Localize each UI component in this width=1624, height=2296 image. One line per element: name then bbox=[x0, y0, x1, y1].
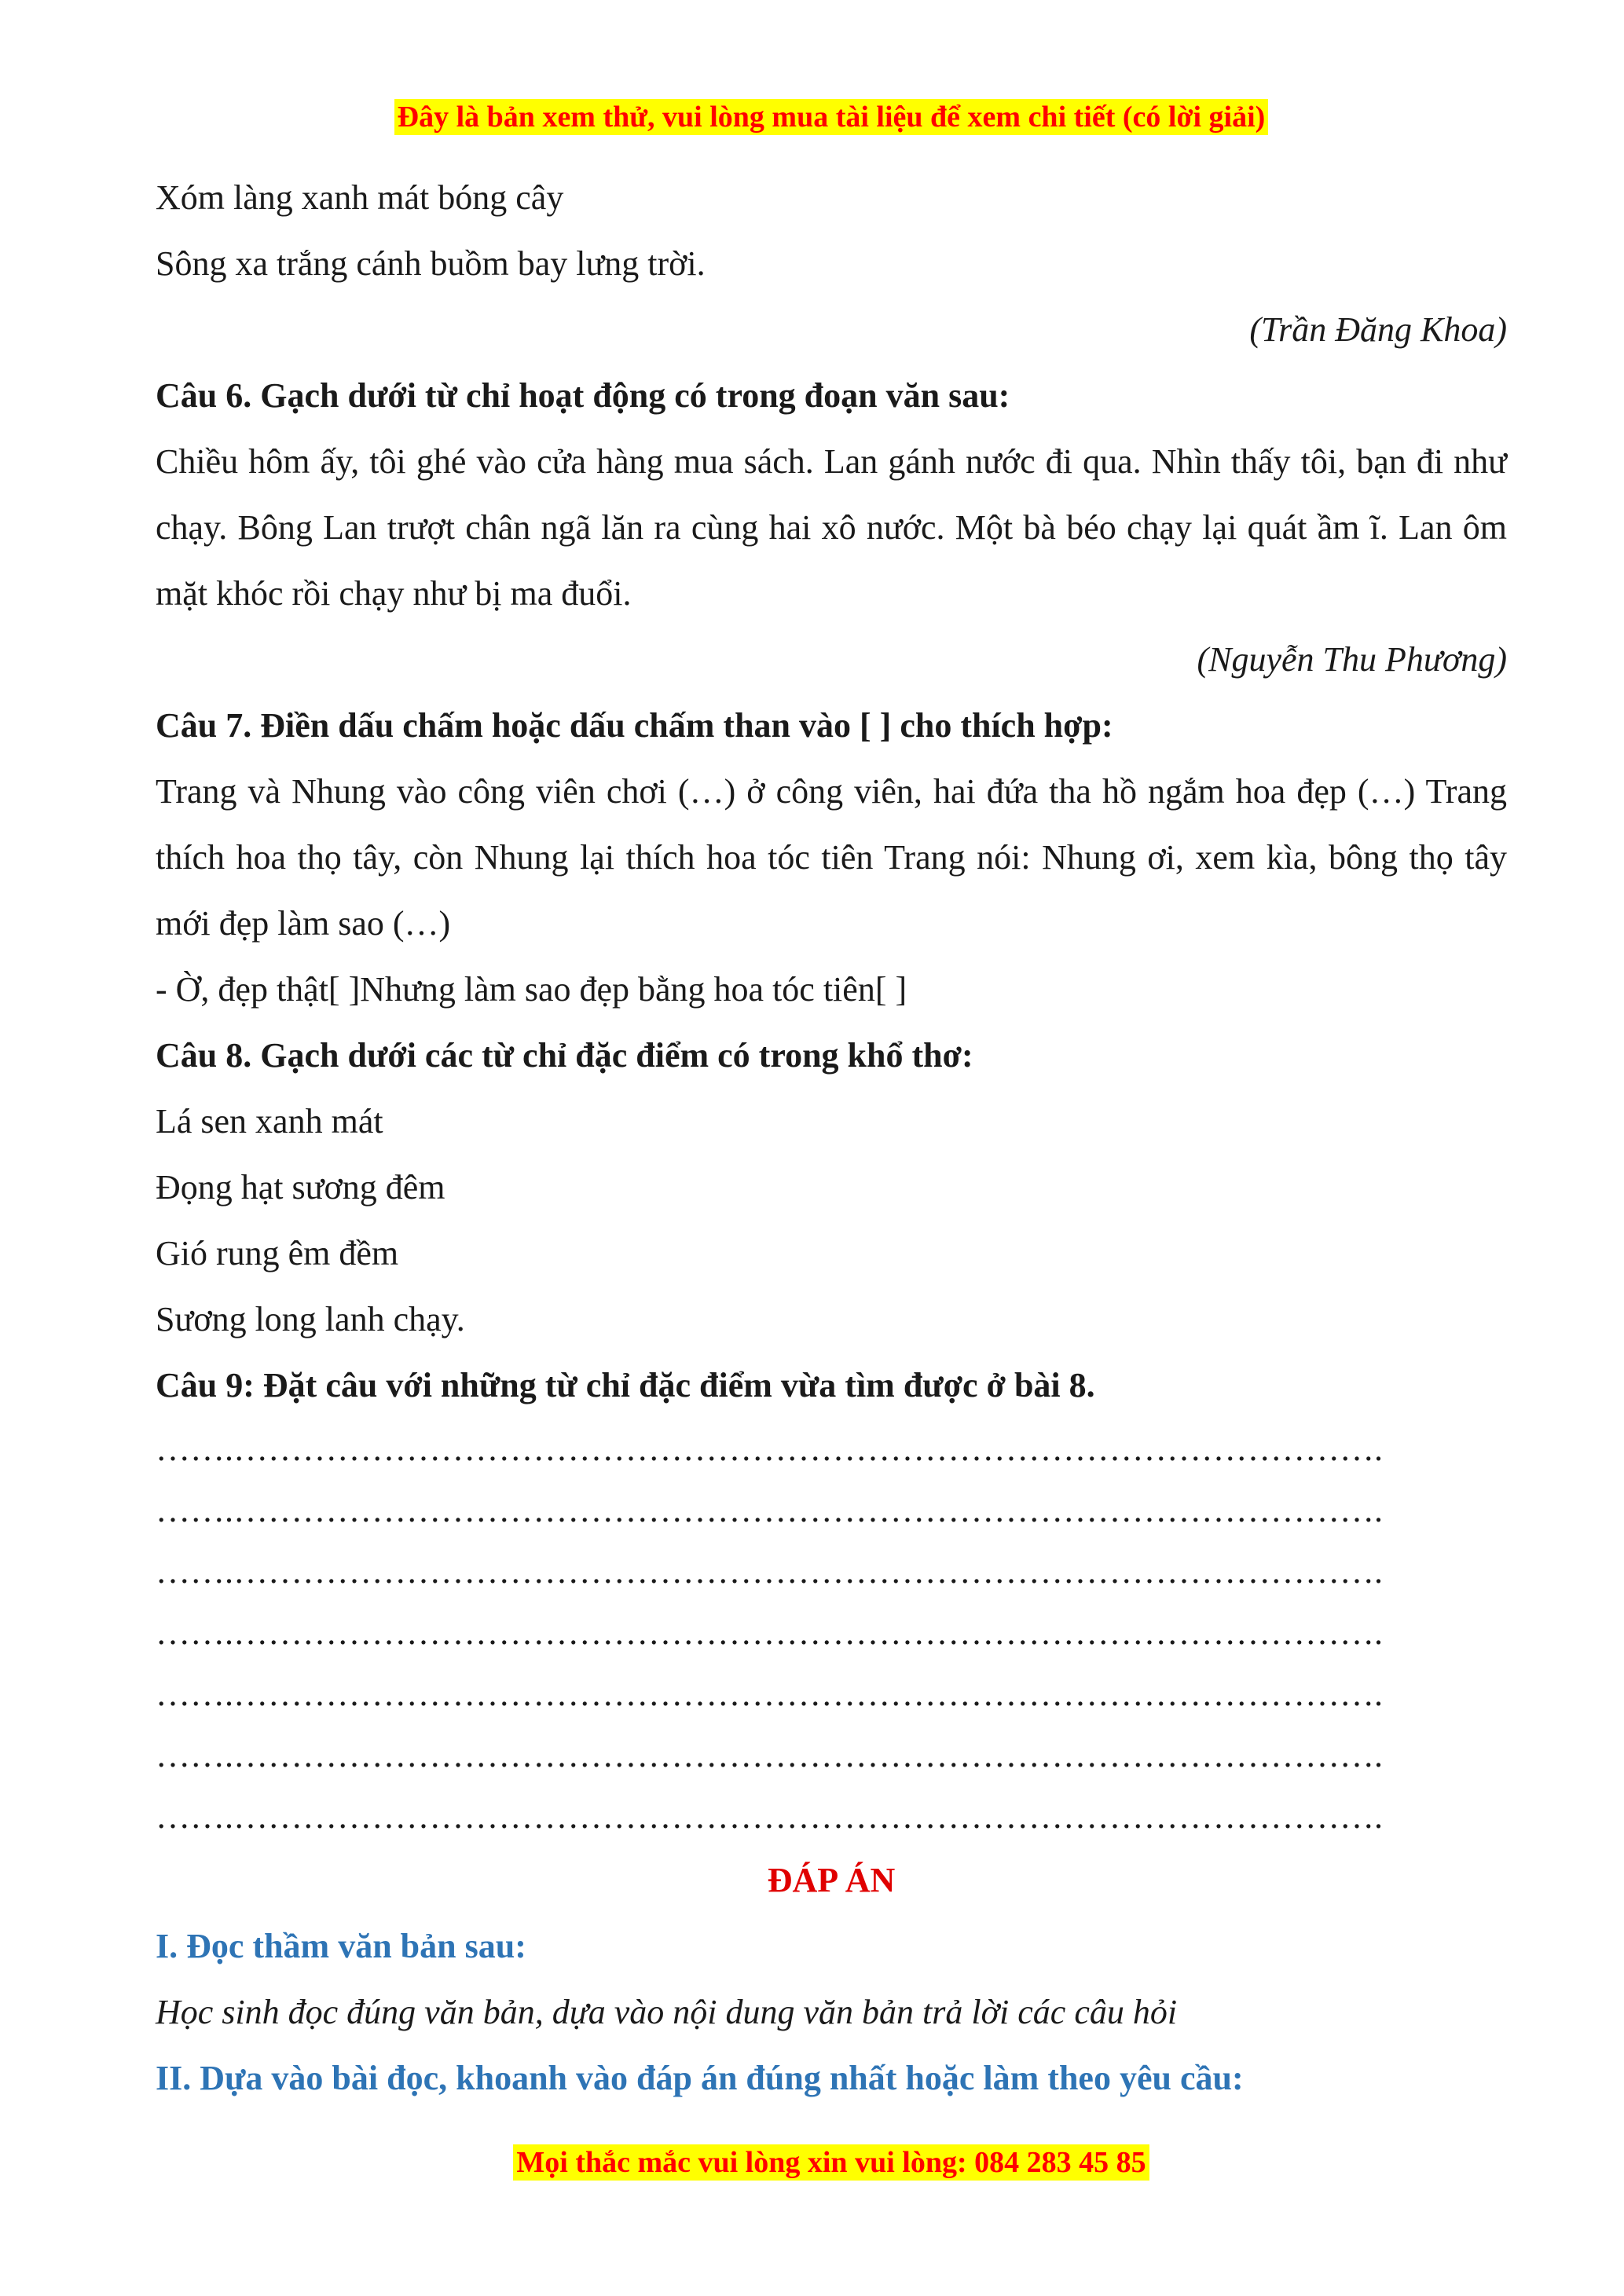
poem-line: Sông xa trắng cánh buồm bay lưng trời. bbox=[156, 244, 706, 283]
answer-blank-line: …….………………………………………………………………………………………. bbox=[156, 1675, 1383, 1713]
answer-section-2-heading: II. Dựa vào bài đọc, khoanh vào đáp án đúng nhất hoặc làm theo yêu cầu: bbox=[156, 2059, 1244, 2097]
answer-blank-line: …….………………………………………………………………………………………. bbox=[156, 1736, 1383, 1774]
answer-key-title: ĐÁP ÁN bbox=[767, 1861, 896, 1899]
document-content bbox=[156, 165, 1507, 2111]
question-6-passage: Chiều hôm ấy, tôi ghé vào cửa hàng mua sách. Lan gánh nước đi qua. Nhìn thấy tôi, bạn đi như chạy. Bông Lan trượt chân ngã lăn ra cùng hai xô nước. Một bà béo chạy lại quát ầm ĩ. Lan ôm mặt khóc rồi chạy như bị ma đuổi. bbox=[156, 442, 1507, 613]
answer-blank-line: …….………………………………………………………………………………………. bbox=[156, 1491, 1383, 1529]
answer-blank-line: …….………………………………………………………………………………………. bbox=[156, 1552, 1383, 1591]
answer-section-1-text: Học sinh đọc đúng văn bản, dựa vào nội dung văn bản trả lời các câu hỏi bbox=[156, 1993, 1178, 2031]
footer-banner: Mọi thắc mắc vui lòng xin vui lòng: 084 283 45 85 bbox=[513, 2144, 1149, 2181]
footer-banner-row bbox=[156, 2144, 1507, 2181]
answer-blank-line: …….………………………………………………………………………………………. bbox=[156, 1613, 1383, 1652]
question-7-dialogue: - Ờ, đẹp thật[ ]Nhưng làm sao đẹp bằng hoa tóc tiên[ ] bbox=[156, 970, 907, 1009]
question-8-title: Câu 8. Gạch dưới các từ chỉ đặc điểm có trong khổ thơ: bbox=[156, 1036, 973, 1075]
question-7-passage: Trang và Nhung vào công viên chơi (…) ở công viên, hai đứa tha hồ ngắm hoa đẹp (…) Trang thích hoa thọ tây, còn Nhung lại thích hoa tóc tiên Trang nói: Nhung ơi, xem kìa, bông thọ tây mới đẹp làm sao (…) bbox=[156, 772, 1507, 943]
answer-section-1-heading: I. Đọc thầm văn bản sau: bbox=[156, 1927, 526, 1965]
poem-line: Xóm làng xanh mát bóng cây bbox=[156, 178, 564, 217]
header-banner-row bbox=[156, 99, 1507, 135]
question-8-poem-line: Gió rung êm đềm bbox=[156, 1234, 399, 1273]
question-8-poem-line: Đọng hạt sương đêm bbox=[156, 1168, 445, 1207]
poem-author: (Trần Đăng Khoa) bbox=[1249, 310, 1507, 349]
answer-blank-line: …….………………………………………………………………………………………. bbox=[156, 1430, 1383, 1468]
question-9-title: Câu 9: Đặt câu với những từ chỉ đặc điểm vừa tìm được ở bài 8. bbox=[156, 1366, 1095, 1404]
question-8-poem-line: Lá sen xanh mát bbox=[156, 1102, 383, 1141]
answer-blank-line: …….………………………………………………………………………………………. bbox=[156, 1797, 1383, 1836]
question-6-title: Câu 6. Gạch dưới từ chỉ hoạt động có trong đoạn văn sau: bbox=[156, 376, 1010, 415]
question-8-poem-line: Sương long lanh chạy. bbox=[156, 1300, 465, 1338]
question-6-author: (Nguyễn Thu Phương) bbox=[1197, 640, 1507, 679]
question-7-title: Câu 7. Điền dấu chấm hoặc dấu chấm than vào [ ] cho thích hợp: bbox=[156, 706, 1113, 745]
header-banner: Đây là bản xem thử, vui lòng mua tài liệu để xem chi tiết (có lời giải) bbox=[394, 99, 1269, 135]
